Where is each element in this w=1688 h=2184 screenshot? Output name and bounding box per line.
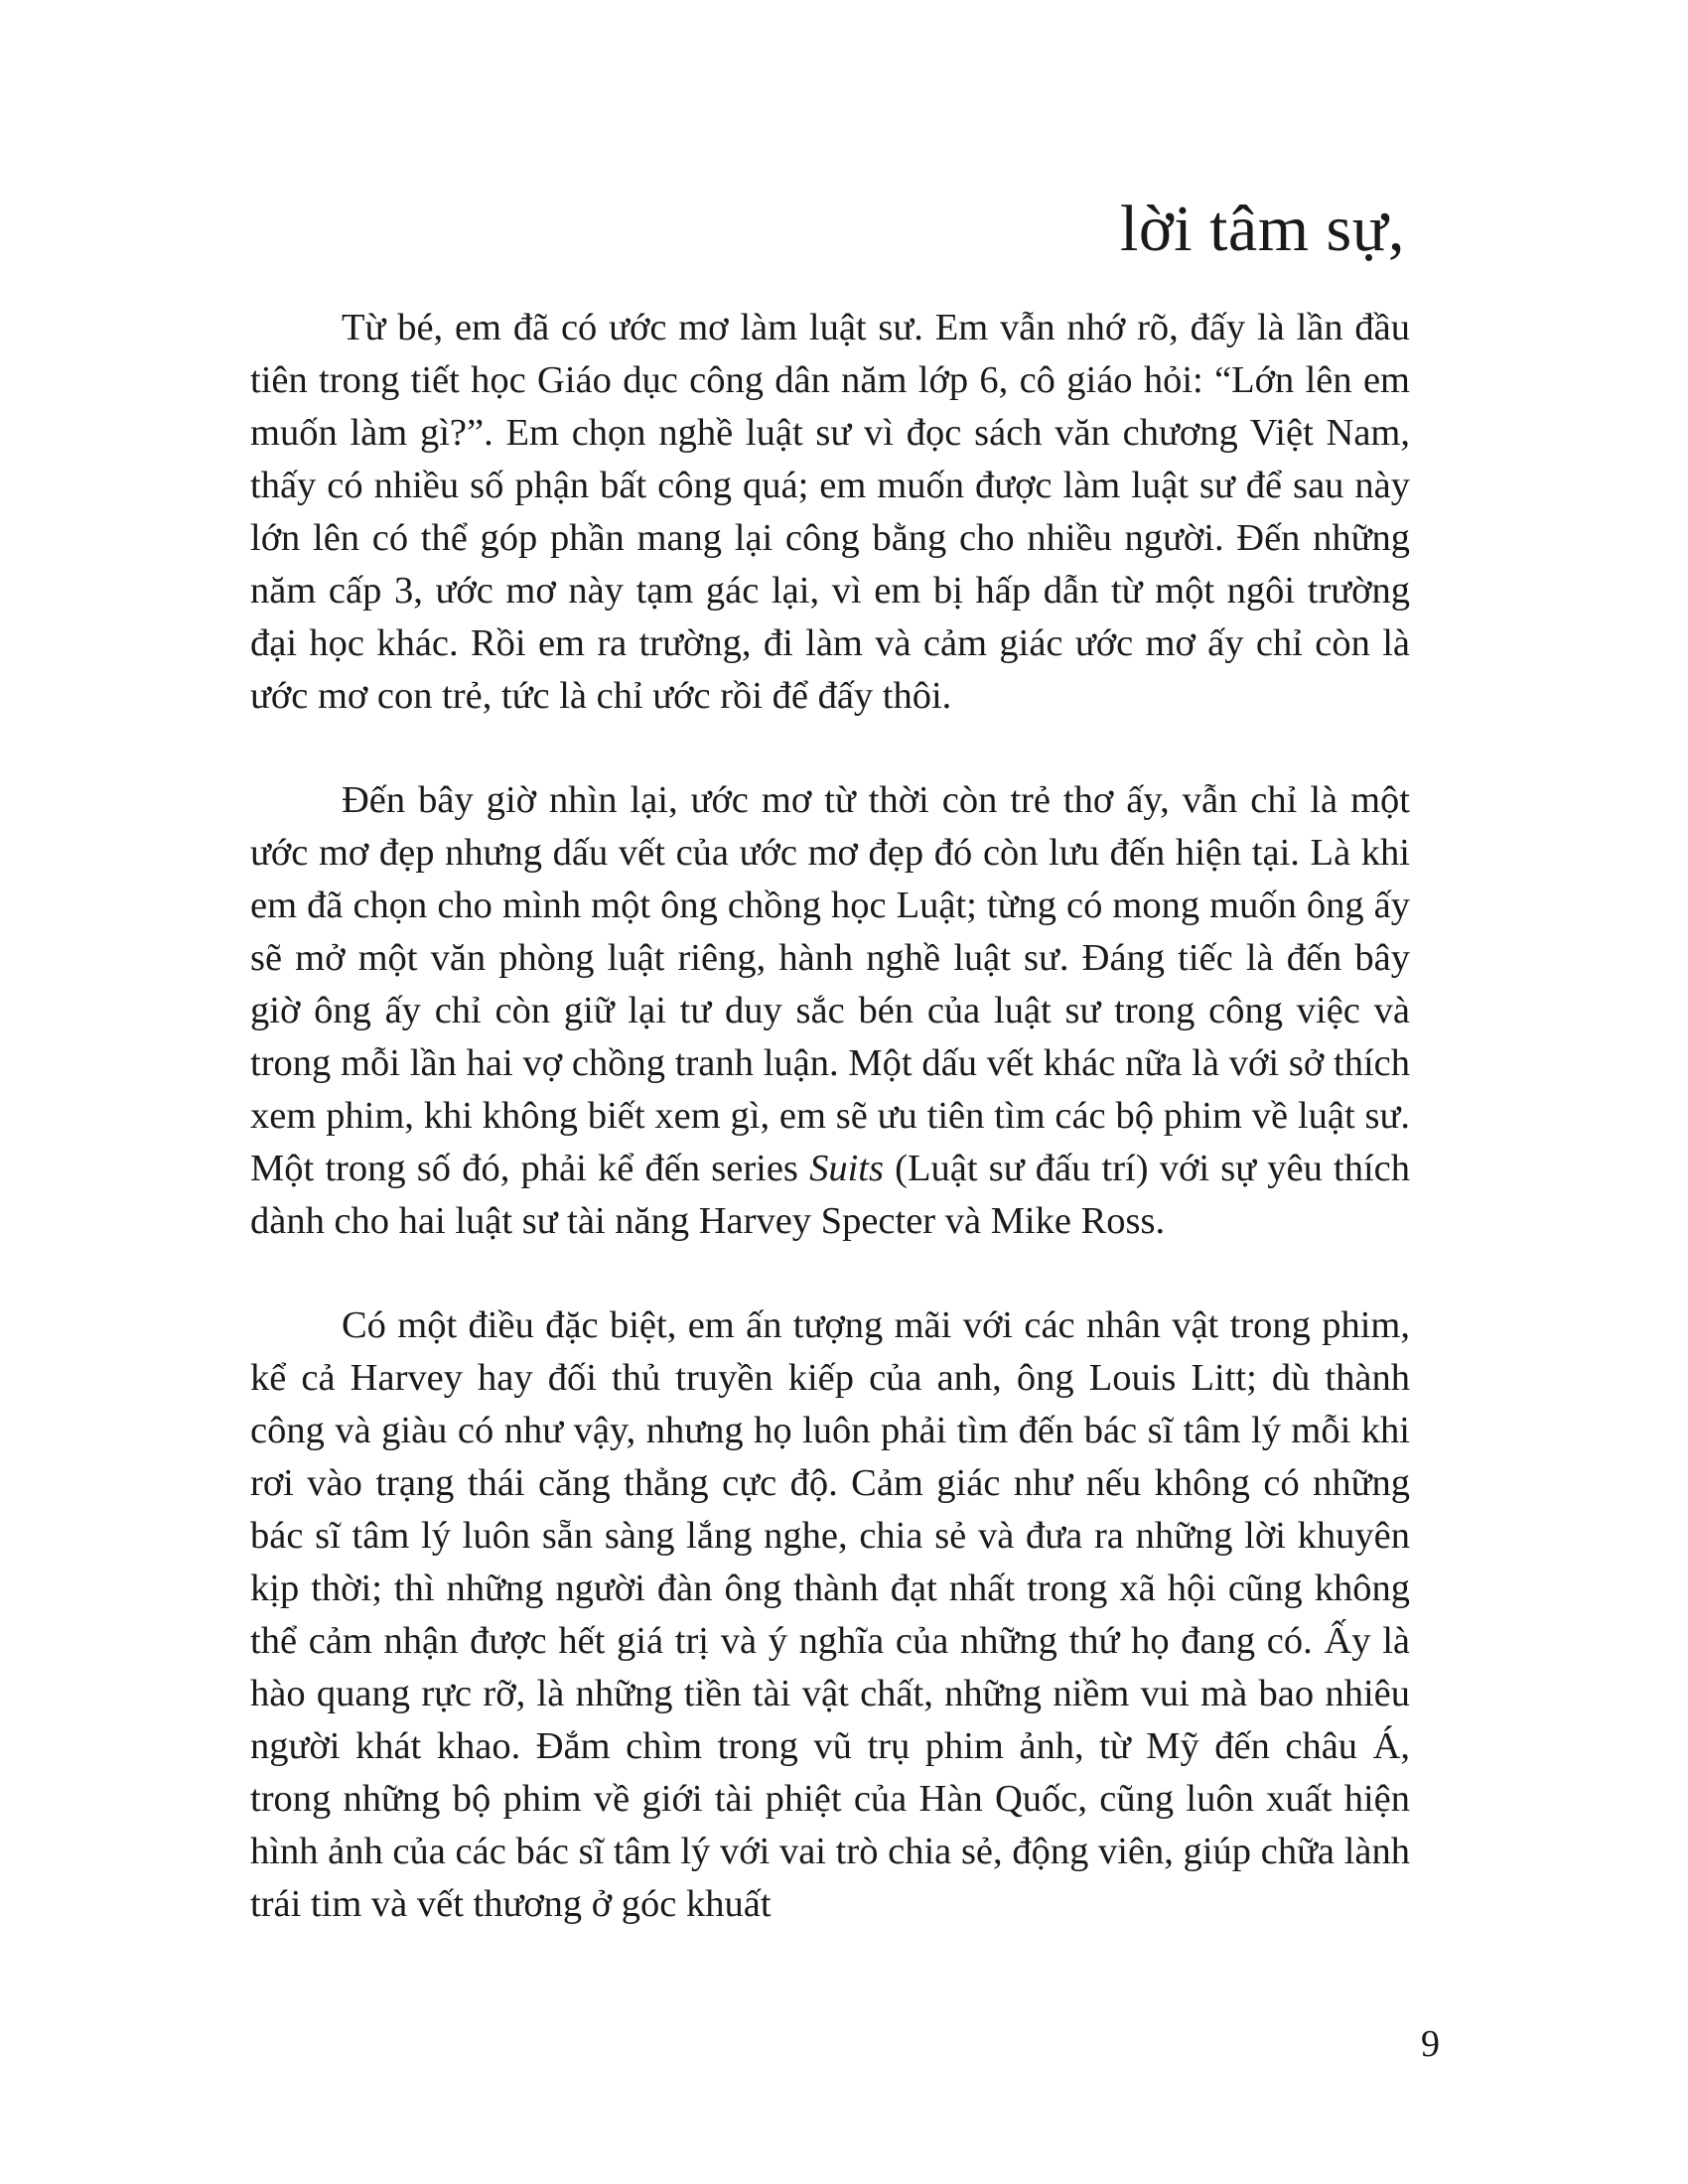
paragraph-2-text-after: (Luật sư đấu trí) với sự yêu thích dành cho hai luật sư tài năng Harvey Specter và Mike Ross. [250,1148,1410,1242]
paragraph-1: Từ bé, em đã có ước mơ làm luật sư. Em vẫn nhớ rõ, đấy là lần đầu tiên trong tiết học Giáo dục công dân năm lớp 6, cô giáo hỏi: “Lớn lên em muốn làm gì?”. Em chọn nghề luật sư vì đọc sách văn chương Việt Nam, thấy có nhiều số phận bất công quá; em muốn được làm luật sư để sau này lớn lên có thể góp phần mang lại công bằng cho nhiều người. Đến những năm cấp 3, ước mơ này tạm gác lại, vì em bị hấp dẫn từ một ngôi trường đại học khác. Rồi em ra trường, đi làm và cảm giác ước mơ ấy chỉ còn là ước mơ con trẻ, tức là chỉ ước rồi để đấy thôi. [250,307,1410,717]
chapter-title: lời tâm sự, [1120,193,1405,265]
body-text [250,302,1410,1931]
paragraph-3: Có một điều đặc biệt, em ấn tượng mãi với các nhân vật trong phim, kể cả Harvey hay đối thủ truyền kiếp của anh, ông Louis Litt; dù thành công và giàu có như vậy, nhưng họ luôn phải tìm đến bác sĩ tâm lý mỗi khi rơi vào trạng thái căng thẳng cực độ. Cảm giác như nếu không có những bác sĩ tâm lý luôn sẵn sàng lắng nghe, chia sẻ và đưa ra những lời khuyên kịp thời; thì những người đàn ông thành đạt nhất trong xã hội cũng không thể cảm nhận được hết giá trị và ý nghĩa của những thứ họ đang có. Ấy là hào quang rực rỡ, là những tiền tài vật chất, những niềm vui mà bao nhiêu người khát khao. Đắm chìm trong vũ trụ phim ảnh, từ Mỹ đến châu Á, trong những bộ phim về giới tài phiệt của Hàn Quốc, cũng luôn xuất hiện hình ảnh của các bác sĩ tâm lý với vai trò chia sẻ, động viên, giúp chữa lành trái tim và vết thương ở góc khuất [250,1304,1410,1925]
series-title: Suits [809,1148,884,1189]
paragraph-2 [250,774,1410,1248]
page-number: 9 [1421,2023,1440,2065]
paragraph-2-text-before: Đến bây giờ nhìn lại, ước mơ từ thời còn trẻ thơ ấy, vẫn chỉ là một ước mơ đẹp nhưng dấu vết của ước mơ đẹp đó còn lưu đến hiện tại. Là khi em đã chọn cho mình một ông chồng học Luật; từng có mong muốn ông ấy sẽ mở một văn phòng luật riêng, hành nghề luật sư. Đáng tiếc là đến bây giờ ông ấy chỉ còn giữ lại tư duy sắc bén của luật sư trong công việc và trong mỗi lần hai vợ chồng tranh luận. Một dấu vết khác nữa là với sở thích xem phim, khi không biết xem gì, em sẽ ưu tiên tìm các bộ phim về luật sư. Một trong số đó, phải kể đến series [250,779,1410,1189]
